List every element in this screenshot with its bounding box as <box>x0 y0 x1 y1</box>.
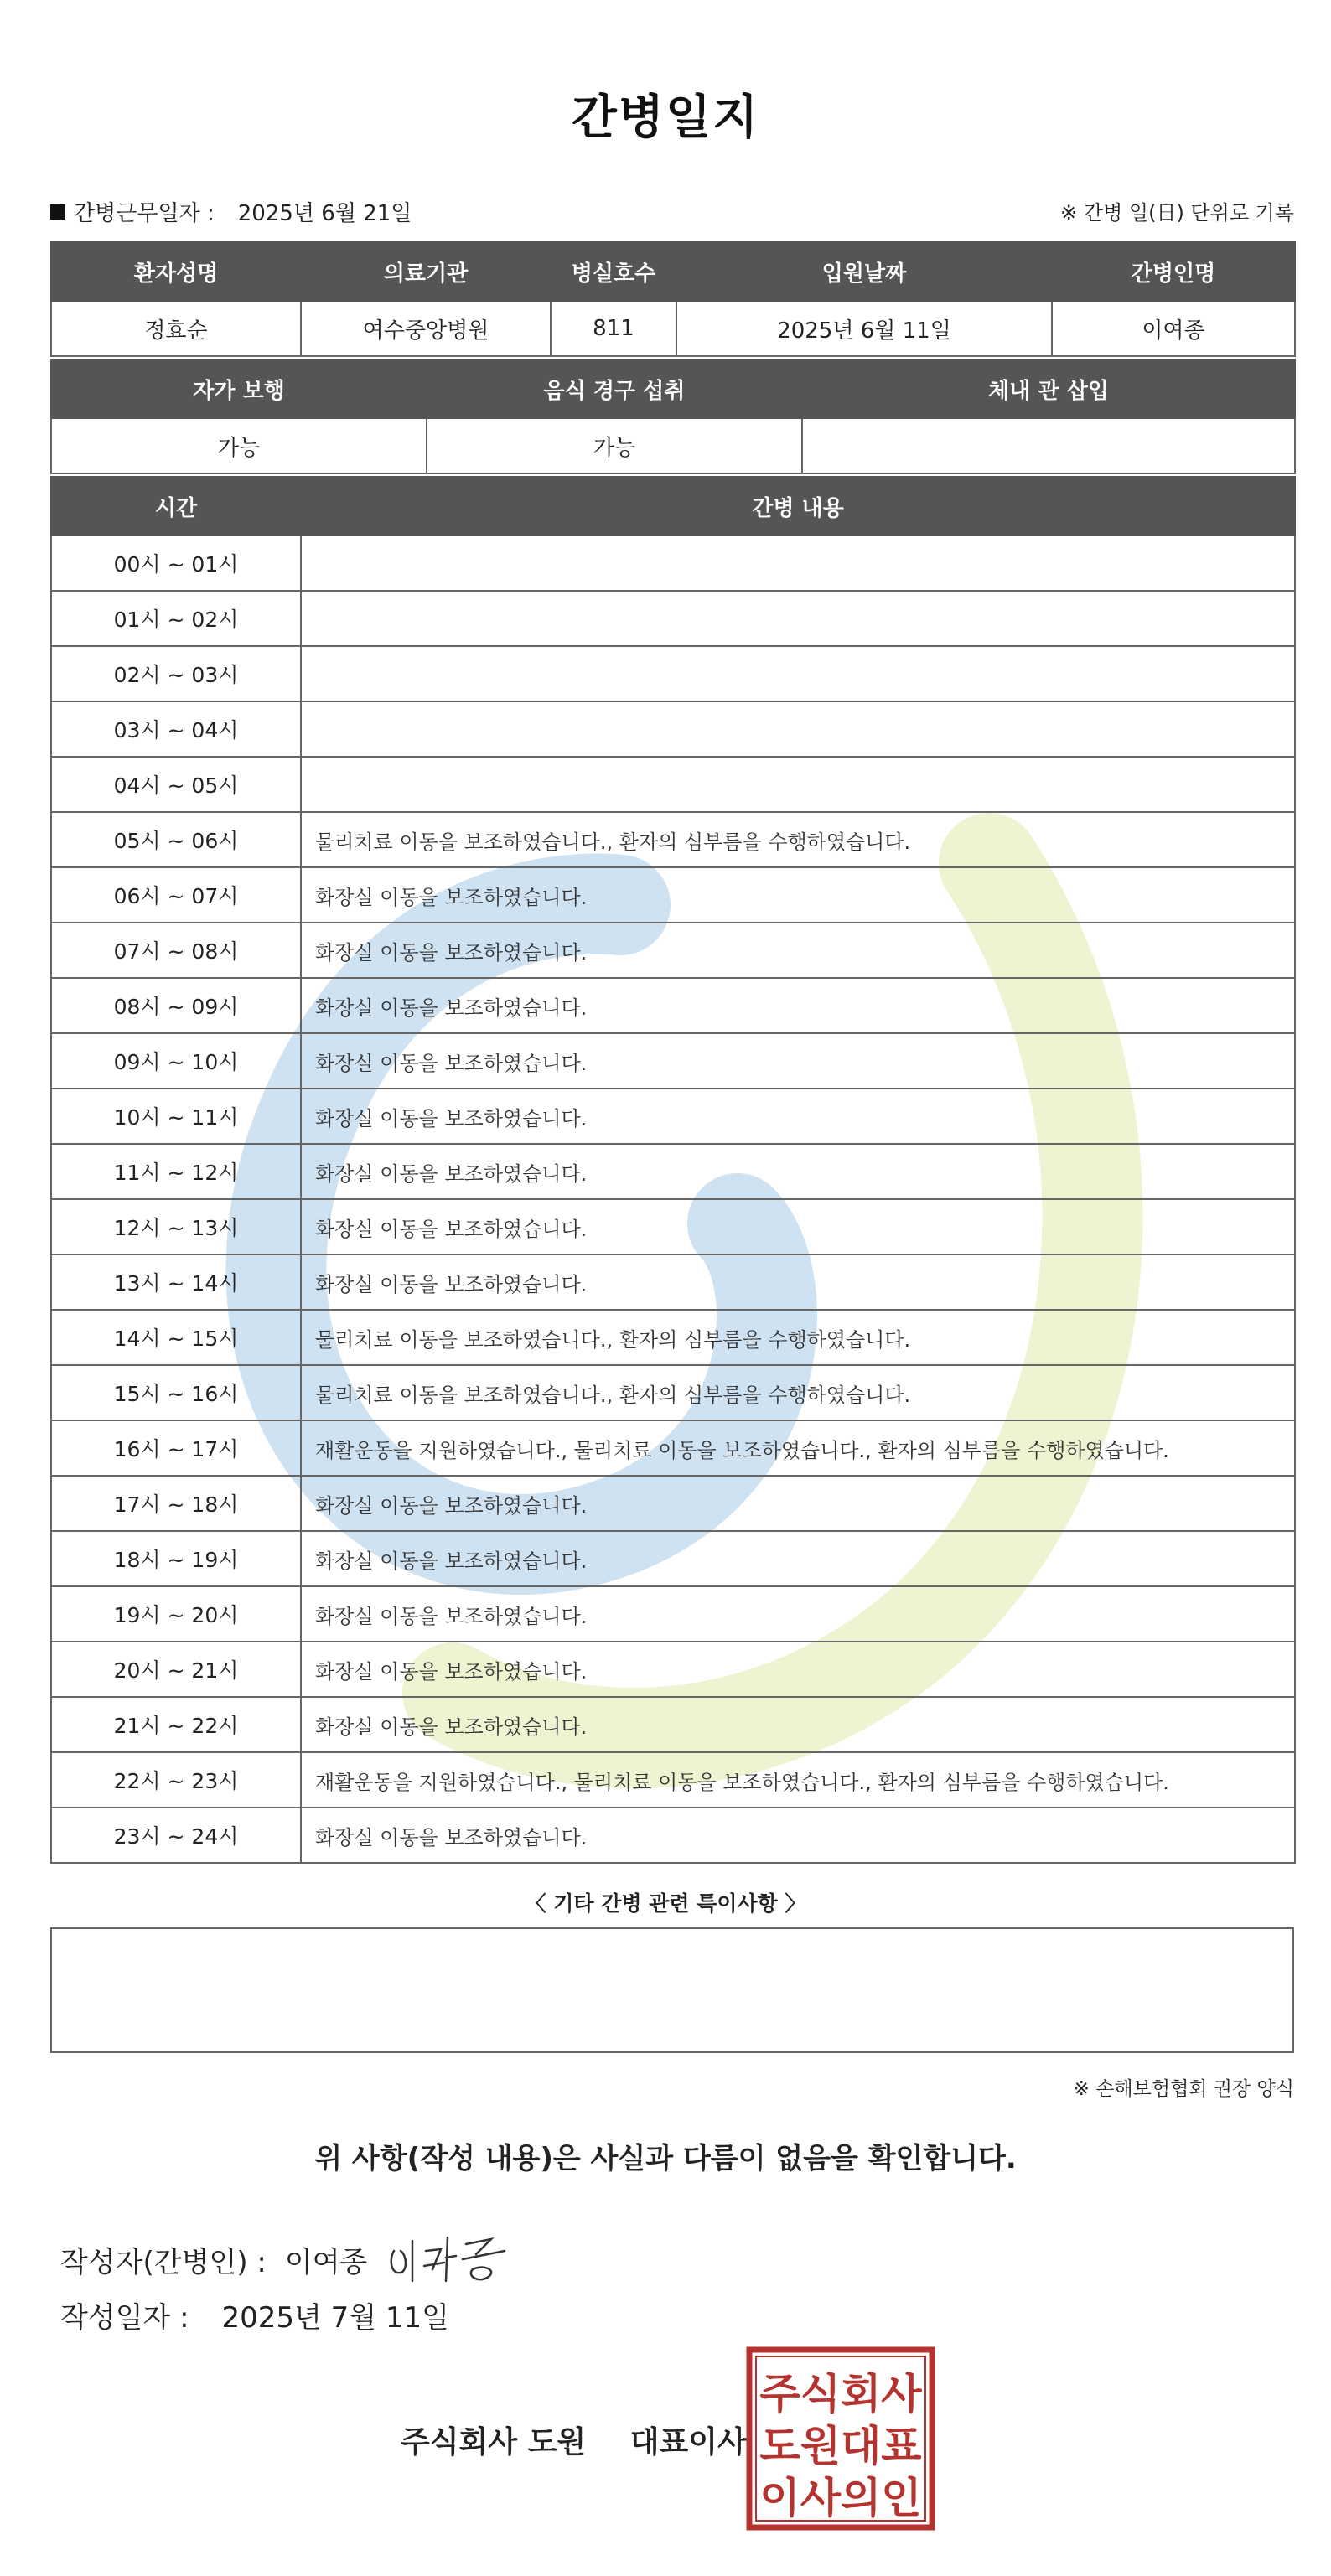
time-cell: 02시 ~ 03시 <box>51 646 301 701</box>
table-row <box>51 1365 1295 1420</box>
table-row <box>51 1752 1295 1808</box>
care-content-cell: 물리치료 이동을 보조하였습니다., 환자의 심부름을 수행하였습니다. <box>301 1310 1295 1365</box>
table-row <box>51 1642 1295 1697</box>
care-log-header-row <box>51 477 1295 535</box>
table-row <box>51 923 1295 978</box>
care-content-cell: 재활운동을 지원하였습니다., 물리치료 이동을 보조하였습니다., 환자의 심부름을 수행하였습니다. <box>301 1752 1295 1808</box>
care-content-cell: 물리치료 이동을 보조하였습니다., 환자의 심부름을 수행하였습니다. <box>301 1365 1295 1420</box>
meta-row <box>50 196 1294 230</box>
header-patient-name: 환자성명 <box>51 242 301 301</box>
header-oral-intake: 음식 경구 섭취 <box>427 360 802 418</box>
table-row <box>51 1531 1295 1586</box>
time-cell: 11시 ~ 12시 <box>51 1144 301 1199</box>
table-row <box>51 1697 1295 1752</box>
time-cell: 15시 ~ 16시 <box>51 1365 301 1420</box>
form-note: ※ 손해보험협회 권장 양식 <box>1073 2078 1294 2100</box>
notes-title: 〈 기타 간병 관련 특이사항 〉 <box>525 1891 806 1916</box>
time-cell: 18시 ~ 19시 <box>51 1531 301 1586</box>
svg-text:도원대표: 도원대표 <box>759 2422 922 2470</box>
signature-image <box>382 2226 516 2293</box>
care-content-cell: 화장실 이동을 보조하였습니다. <box>301 1808 1295 1863</box>
table-row <box>51 591 1295 646</box>
care-content-cell: 화장실 이동을 보조하였습니다. <box>301 923 1295 978</box>
writer-label: 작성자(간병인) : <box>60 2245 267 2279</box>
written-date-value: 2025년 7월 11일 <box>221 2301 450 2335</box>
company-signature-line <box>401 2418 747 2461</box>
table-row <box>51 1586 1295 1642</box>
care-content-cell: 화장실 이동을 보조하였습니다. <box>301 1144 1295 1199</box>
care-content-cell: 화장실 이동을 보조하였습니다. <box>301 1531 1295 1586</box>
patient-info-header-row <box>51 242 1295 301</box>
work-date-label: 간병근무일자 : <box>74 201 215 226</box>
time-cell: 19시 ~ 20시 <box>51 1586 301 1642</box>
patient-name: 정효순 <box>51 301 301 356</box>
admission-date: 2025년 6월 11일 <box>676 301 1052 356</box>
table-row <box>51 1420 1295 1476</box>
tube-insertion-value <box>802 418 1295 473</box>
time-cell: 10시 ~ 11시 <box>51 1089 301 1144</box>
work-date-value: 2025년 6월 21일 <box>237 201 412 226</box>
table-row <box>51 646 1295 701</box>
table-row <box>51 1808 1295 1863</box>
time-cell: 09시 ~ 10시 <box>51 1033 301 1089</box>
writer-line <box>60 2226 516 2293</box>
care-content-cell: 화장실 이동을 보조하였습니다. <box>301 1199 1295 1254</box>
notes-box <box>50 1927 1294 2053</box>
walking-value: 가능 <box>51 418 427 473</box>
care-content-cell: 화장실 이동을 보조하였습니다. <box>301 1697 1295 1752</box>
header-tube-insertion: 체내 관 삽입 <box>802 360 1295 418</box>
status-value-row <box>51 418 1295 473</box>
written-date-label: 작성일자 : <box>60 2301 189 2335</box>
table-row <box>51 535 1295 591</box>
company-seal-stamp <box>744 2345 937 2532</box>
time-cell: 08시 ~ 09시 <box>51 978 301 1033</box>
time-cell: 21시 ~ 22시 <box>51 1697 301 1752</box>
header-room: 병실호수 <box>551 242 676 301</box>
header-admission-date: 입원날짜 <box>676 242 1052 301</box>
care-content-cell: 화장실 이동을 보조하였습니다. <box>301 1033 1295 1089</box>
care-content-cell <box>301 701 1295 757</box>
table-row <box>51 1254 1295 1310</box>
square-bullet-icon <box>50 204 65 220</box>
table-row <box>51 867 1295 923</box>
time-cell: 22시 ~ 23시 <box>51 1752 301 1808</box>
table-row <box>51 978 1295 1033</box>
care-content-cell: 화장실 이동을 보조하였습니다. <box>301 867 1295 923</box>
care-content-cell: 화장실 이동을 보조하였습니다. <box>301 1642 1295 1697</box>
header-care-content: 간병 내용 <box>301 477 1295 535</box>
patient-info-table <box>50 241 1296 357</box>
care-content-cell <box>301 591 1295 646</box>
care-content-cell <box>301 535 1295 591</box>
time-cell: 13시 ~ 14시 <box>51 1254 301 1310</box>
svg-text:주식회사: 주식회사 <box>759 2370 922 2418</box>
hospital-name: 여수중앙병원 <box>301 301 551 356</box>
oral-intake-value: 가능 <box>427 418 802 473</box>
care-content-cell: 물리치료 이동을 보조하였습니다., 환자의 심부름을 수행하였습니다. <box>301 812 1295 867</box>
table-row <box>51 1033 1295 1089</box>
care-content-cell: 화장실 이동을 보조하였습니다. <box>301 1476 1295 1531</box>
table-row <box>51 1144 1295 1199</box>
header-hospital: 의료기관 <box>301 242 551 301</box>
company-name: 주식회사 도원 <box>401 2425 587 2460</box>
time-cell: 17시 ~ 18시 <box>51 1476 301 1531</box>
page-title: 간병일지 <box>571 91 760 145</box>
time-cell: 01시 ~ 02시 <box>51 591 301 646</box>
table-row <box>51 1476 1295 1531</box>
care-content-cell: 화장실 이동을 보조하였습니다. <box>301 978 1295 1033</box>
care-content-cell: 재활운동을 지원하였습니다., 물리치료 이동을 보조하였습니다., 환자의 심부름을 수행하였습니다. <box>301 1420 1295 1476</box>
writer-name: 이여종 <box>284 2245 368 2279</box>
caregiver-name: 이여종 <box>1052 301 1295 356</box>
table-row <box>51 812 1295 867</box>
header-caregiver-name: 간병인명 <box>1052 242 1295 301</box>
time-cell: 06시 ~ 07시 <box>51 867 301 923</box>
care-log-body <box>51 535 1295 1863</box>
time-cell: 03시 ~ 04시 <box>51 701 301 757</box>
care-content-cell: 화장실 이동을 보조하였습니다. <box>301 1089 1295 1144</box>
patient-status-table <box>50 359 1296 474</box>
time-cell: 20시 ~ 21시 <box>51 1642 301 1697</box>
room-number: 811 <box>551 301 676 356</box>
table-row <box>51 1199 1295 1254</box>
care-log-table <box>50 476 1296 1864</box>
table-row <box>51 701 1295 757</box>
company-title: 대표이사 <box>629 2425 747 2460</box>
table-row <box>51 1310 1295 1365</box>
time-cell: 16시 ~ 17시 <box>51 1420 301 1476</box>
care-content-cell <box>301 646 1295 701</box>
care-content-cell: 화장실 이동을 보조하였습니다. <box>301 1586 1295 1642</box>
time-cell: 12시 ~ 13시 <box>51 1199 301 1254</box>
care-content-cell: 화장실 이동을 보조하였습니다. <box>301 1254 1295 1310</box>
status-header-row <box>51 360 1295 418</box>
care-content-cell <box>301 757 1295 812</box>
patient-info-value-row <box>51 301 1295 356</box>
time-cell: 04시 ~ 05시 <box>51 757 301 812</box>
svg-text:이사의인: 이사의인 <box>759 2474 922 2522</box>
time-cell: 00시 ~ 01시 <box>51 535 301 591</box>
header-walking: 자가 보행 <box>51 360 427 418</box>
work-date <box>50 196 412 227</box>
written-date-line <box>60 2294 449 2335</box>
header-time: 시간 <box>51 477 301 535</box>
table-row <box>51 757 1295 812</box>
confirmation-statement: 위 사항(작성 내용)은 사실과 다름이 없음을 확인합니다. <box>314 2142 1017 2175</box>
unit-note: ※ 간병 일(日) 단위로 기록 <box>1060 201 1294 225</box>
time-cell: 07시 ~ 08시 <box>51 923 301 978</box>
time-cell: 14시 ~ 15시 <box>51 1310 301 1365</box>
time-cell: 23시 ~ 24시 <box>51 1808 301 1863</box>
time-cell: 05시 ~ 06시 <box>51 812 301 867</box>
table-row <box>51 1089 1295 1144</box>
